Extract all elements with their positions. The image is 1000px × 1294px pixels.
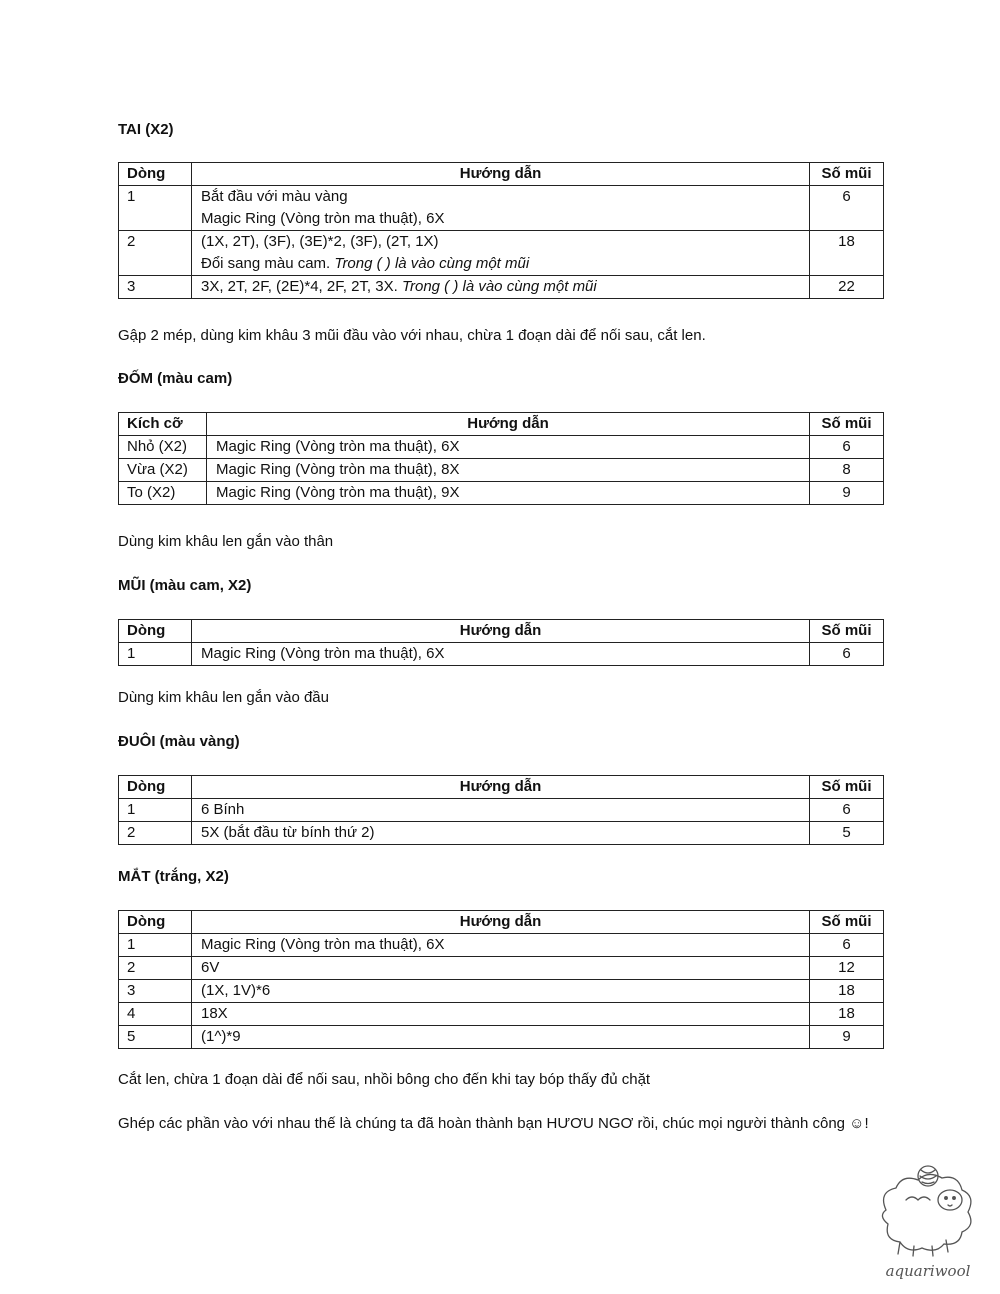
row-instruction: Magic Ring (Vòng tròn ma thuật), 6X bbox=[207, 436, 810, 459]
note-mat: Cắt len, chừa 1 đoạn dài để nối sau, nhồi bông cho đến khi tay bóp thấy đủ chặt bbox=[118, 1071, 651, 1088]
table-row bbox=[119, 934, 884, 957]
row-instruction: (1X, 1V)*6 bbox=[192, 980, 810, 1003]
row-count: 18 bbox=[810, 1003, 884, 1026]
col-header-huong-dan: Hướng dẫn bbox=[192, 163, 810, 186]
col-header-kich-co: Kích cỡ bbox=[119, 413, 207, 436]
table-row bbox=[119, 1003, 884, 1026]
col-header-huong-dan: Hướng dẫn bbox=[192, 776, 810, 799]
row-instruction: (1^)*9 bbox=[192, 1026, 810, 1049]
row-number: 3 bbox=[119, 276, 192, 299]
table-mat bbox=[118, 910, 884, 1049]
col-header-so-mui: Số mũi bbox=[810, 776, 884, 799]
table-row bbox=[119, 980, 884, 1003]
col-header-so-mui: Số mũi bbox=[810, 163, 884, 186]
row-instruction: 6 Bính bbox=[192, 799, 810, 822]
logo-text: aquariwool bbox=[885, 1262, 971, 1280]
section-title-dom: ĐỐM (màu cam) bbox=[118, 370, 233, 387]
row-instruction: Magic Ring (Vòng tròn ma thuật), 9X bbox=[207, 482, 810, 505]
section-title-duoi: ĐUÔI (màu vàng) bbox=[118, 733, 240, 750]
instruction-line: (1X, 2T), (3F), (3E)*2, (3F), (2T, 1X) bbox=[201, 233, 439, 250]
row-count: 6 bbox=[810, 436, 884, 459]
row-size: Nhỏ (X2) bbox=[119, 436, 207, 459]
table-tai bbox=[118, 162, 884, 299]
instruction-plain: 3X, 2T, 2F, (2E)*4, 2F, 2T, 3X. bbox=[201, 278, 402, 295]
row-number: 3 bbox=[119, 980, 192, 1003]
row-count: 6 bbox=[810, 799, 884, 822]
table-row bbox=[119, 799, 884, 822]
col-header-huong-dan: Hướng dẫn bbox=[192, 620, 810, 643]
col-header-huong-dan: Hướng dẫn bbox=[207, 413, 810, 436]
section-title-tai: TAI (X2) bbox=[118, 121, 174, 138]
table-header-row bbox=[119, 163, 884, 186]
row-number: 2 bbox=[119, 822, 192, 845]
section-title-mui: MŨI (màu cam, X2) bbox=[118, 577, 252, 594]
table-dom bbox=[118, 412, 884, 505]
row-instruction bbox=[192, 231, 810, 276]
row-number: 2 bbox=[119, 957, 192, 980]
row-number: 1 bbox=[119, 643, 192, 666]
row-instruction: Magic Ring (Vòng tròn ma thuật), 6X bbox=[192, 643, 810, 666]
row-number: 5 bbox=[119, 1026, 192, 1049]
table-row bbox=[119, 643, 884, 666]
row-number: 1 bbox=[119, 934, 192, 957]
section-title-mat: MẮT (trắng, X2) bbox=[118, 868, 229, 885]
row-size: To (X2) bbox=[119, 482, 207, 505]
table-header-row bbox=[119, 413, 884, 436]
col-header-dong: Dòng bbox=[119, 620, 192, 643]
instruction-plain: Đổi sang màu cam. bbox=[201, 255, 335, 272]
row-number: 1 bbox=[119, 186, 192, 231]
row-instruction: Magic Ring (Vòng tròn ma thuật), 6X bbox=[192, 934, 810, 957]
col-header-so-mui: Số mũi bbox=[810, 620, 884, 643]
aquariwool-logo bbox=[866, 1160, 990, 1284]
row-instruction: Magic Ring (Vòng tròn ma thuật), 8X bbox=[207, 459, 810, 482]
instruction-line: Magic Ring (Vòng tròn ma thuật), 6X bbox=[201, 210, 445, 227]
row-count: 18 bbox=[810, 231, 884, 276]
table-row bbox=[119, 231, 884, 276]
table-row bbox=[119, 276, 884, 299]
row-count: 5 bbox=[810, 822, 884, 845]
table-duoi bbox=[118, 775, 884, 845]
table-row bbox=[119, 482, 884, 505]
row-count: 18 bbox=[810, 980, 884, 1003]
closing-text: Ghép các phần vào với nhau thế là chúng ta đã hoàn thành bạn HƯƠU NGƠ rồi, chúc mọi người thành công ☺! bbox=[118, 1115, 869, 1132]
col-header-so-mui: Số mũi bbox=[810, 413, 884, 436]
col-header-huong-dan: Hướng dẫn bbox=[192, 911, 810, 934]
row-instruction: 18X bbox=[192, 1003, 810, 1026]
col-header-dong: Dòng bbox=[119, 776, 192, 799]
row-count: 22 bbox=[810, 276, 884, 299]
row-count: 6 bbox=[810, 643, 884, 666]
table-header-row bbox=[119, 911, 884, 934]
note-dom: Dùng kim khâu len gắn vào thân bbox=[118, 533, 334, 550]
row-instruction bbox=[192, 186, 810, 231]
table-row bbox=[119, 1026, 884, 1049]
table-row bbox=[119, 957, 884, 980]
instruction-line: Bắt đầu với màu vàng bbox=[201, 188, 348, 205]
table-row bbox=[119, 436, 884, 459]
col-header-so-mui: Số mũi bbox=[810, 911, 884, 934]
note-tai: Gập 2 mép, dùng kim khâu 3 mũi đầu vào với nhau, chừa 1 đoạn dài để nối sau, cắt len. bbox=[118, 327, 706, 344]
table-mui bbox=[118, 619, 884, 666]
row-instruction: 5X (bắt đầu từ bính thứ 2) bbox=[192, 822, 810, 845]
table-header-row bbox=[119, 620, 884, 643]
table-header-row bbox=[119, 776, 884, 799]
row-instruction: 6V bbox=[192, 957, 810, 980]
row-number: 4 bbox=[119, 1003, 192, 1026]
row-number: 1 bbox=[119, 799, 192, 822]
instruction-italic: Trong ( ) là vào cùng một mũi bbox=[401, 278, 597, 295]
instruction-italic: Trong ( ) là vào cùng một mũi bbox=[334, 255, 530, 272]
note-mui: Dùng kim khâu len gắn vào đầu bbox=[118, 689, 329, 706]
row-size: Vừa (X2) bbox=[119, 459, 207, 482]
row-count: 9 bbox=[810, 1026, 884, 1049]
col-header-dong: Dòng bbox=[119, 911, 192, 934]
table-row bbox=[119, 186, 884, 231]
row-count: 8 bbox=[810, 459, 884, 482]
row-count: 9 bbox=[810, 482, 884, 505]
row-instruction bbox=[192, 276, 810, 299]
instruction-line bbox=[201, 253, 801, 275]
col-header-dong: Dòng bbox=[119, 163, 192, 186]
row-count: 12 bbox=[810, 957, 884, 980]
table-row bbox=[119, 822, 884, 845]
row-number: 2 bbox=[119, 231, 192, 276]
row-count: 6 bbox=[810, 186, 884, 231]
row-count: 6 bbox=[810, 934, 884, 957]
table-row bbox=[119, 459, 884, 482]
